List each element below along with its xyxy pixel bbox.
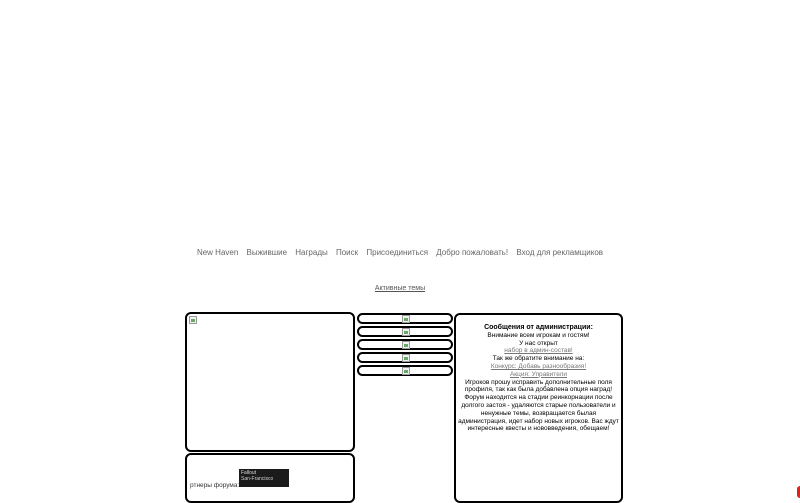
admin-title: Сообщения от администрации:: [484, 324, 593, 331]
menu-button-5[interactable]: [357, 365, 453, 376]
broken-image-icon: [402, 354, 410, 362]
broken-image-icon: [402, 367, 410, 375]
contest-link[interactable]: Конкурс: Добавь разнообразия!: [490, 362, 587, 370]
action-link[interactable]: Акция: Управители: [509, 370, 568, 378]
admin-open-text: У нас открыт: [519, 339, 558, 347]
admin-attention: Так же обратите внимание на:: [492, 355, 585, 363]
banner-box: [185, 312, 355, 452]
broken-image-icon: [189, 316, 197, 324]
partner-banner[interactable]: [239, 469, 289, 487]
menu-button-1[interactable]: [357, 313, 453, 324]
partners-box: [185, 453, 355, 503]
broken-image-icon: [402, 341, 410, 349]
nav-join[interactable]: Присоединиться: [366, 248, 429, 257]
active-topics: [0, 284, 800, 293]
menu-button-3[interactable]: [357, 339, 453, 350]
nav-welcome[interactable]: Добро пожаловать!: [436, 248, 509, 257]
recruit-link[interactable]: набор в админ-состав!: [504, 347, 573, 355]
menu-button-4[interactable]: [357, 352, 453, 363]
nav-advertiser-login[interactable]: Вход для рекламщиков: [516, 248, 604, 257]
nav-new-haven[interactable]: New Haven: [196, 248, 239, 257]
nav-awards[interactable]: Награды: [295, 248, 328, 257]
partner-banner-subtitle: San-Francisco: [241, 476, 274, 482]
broken-image-icon: [402, 315, 410, 323]
menu-button-2[interactable]: [357, 326, 453, 337]
broken-image-icon: [402, 328, 410, 336]
partners-label: ртнеры форума:: [190, 482, 240, 489]
admin-body: Игроков прошу исправить дополнительные поля профиля, так как была добавлена опция наград! Форум находится на стадии реинкорнации после долгого застоя - удаляются старые пользователи и ненужные темы, возвращается былая администрация, идет набор новых игроков. Вас ждут интересные квесты и нововведения, обещаем!: [458, 378, 619, 433]
admin-messages-box: [454, 313, 623, 503]
admin-greeting: Внимание всем игрокам и гостям!: [487, 331, 590, 339]
active-topics-link[interactable]: Активные темы: [374, 285, 426, 292]
partner-banner-title: Fallout: [241, 470, 257, 476]
nav-survivors[interactable]: Выжившие: [246, 248, 288, 257]
nav-search[interactable]: Поиск: [335, 248, 359, 257]
top-nav: [0, 248, 800, 258]
